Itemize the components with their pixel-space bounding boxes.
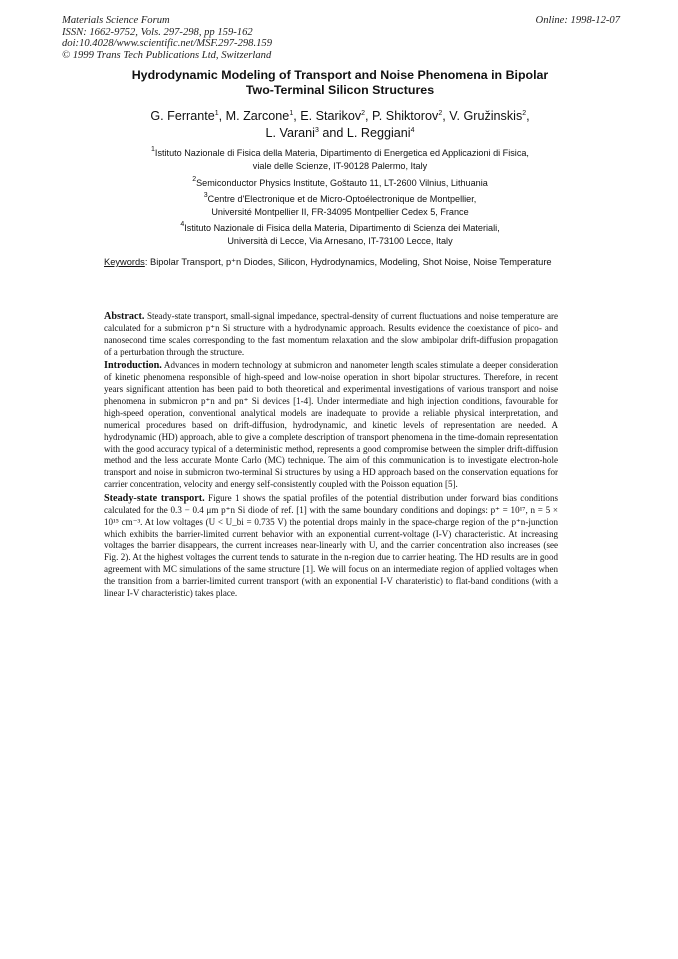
- abstract-text: Steady-state transport, small-signal impedance, spectral-density of current fluctuations and noise temperature are calculated for a submicron p⁺n Si structure with a hydrodynamic approach. Results evidence the coexistance of pico- and nanosecond time scales corresponding to the fast momentum relaxation and the slow ambipolar drift-diffusion propagation of a perturbation through the structure.: [104, 311, 558, 357]
- affiliation-4: $^4$Istituto Nazionale di Fisica della Materia, Dipartimento di Scienza dei Materiali, Università di Lecce, Via Arnesano, IT-73100 Lecce, Italy: [180, 221, 500, 246]
- introduction-heading: Introduction.: [104, 360, 162, 372]
- author-line-2: L. Varani$^3$ and L. Reggiani$^4$: [265, 126, 415, 140]
- title-line-2: Two-Terminal Silicon Structures: [245, 82, 435, 97]
- author: P. Shiktorov$^2$: [372, 109, 443, 123]
- author: G. Ferrante$^1$: [150, 109, 219, 123]
- author-line-1: G. Ferrante$^1$, M. Zarcone$^1$, E. Starikov$^2$, P. Shiktorov$^2$, V. Gružinskis$^2$,: [150, 109, 530, 123]
- steady-state-paragraph: [104, 493, 558, 600]
- journal-name: Materials Science Forum: [62, 15, 170, 26]
- paper-body: [104, 311, 558, 602]
- author: L. Reggiani$^4$: [346, 126, 415, 140]
- online-date: Online: 1998-12-07: [535, 15, 620, 26]
- abstract-paragraph: [104, 311, 558, 359]
- author: L. Varani$^3$: [265, 126, 319, 140]
- keywords-label: Keywords: [104, 257, 145, 267]
- title-line-1: Hydrodynamic Modeling of Transport and Noise Phenomena in Bipolar: [131, 68, 549, 82]
- doi-line[interactable]: doi:10.4028/www.scientific.net/MSF.297-298.159: [62, 38, 272, 49]
- author: V. Gružinskis$^2$: [449, 109, 527, 123]
- journal-header: [62, 15, 272, 61]
- steady-state-text: Figure 1 shows the spatial profiles of the potential distribution under forward bias conditions calculated for the 0.3 − 0.4 μm p⁺n Si diode of ref. [1] with the same boundary conditions and dopings: p⁺ = 10¹⁷, n = 5 × 10¹⁵ cm⁻³. At low voltages (U < U_bi = 0.735 V) the potential drops mainly in the space-charge region of the p⁺n-junction which exhibits the barrier-limited current behavior with an exponential current-voltage (I-V) characteristic. At increasing voltages the barrier disappears, the current increases near-linearly with U, and the carrier concentration also increases (see Fig. 2). At the highest voltages the current tends to saturate in the n-region due to carrier heating. The HD results are in good agreement with MC simulations of the same structure [1]. We will focus on an intermediate region of applied voltages when the transition from a barrier-limited current transport (with an exponential I-V charateristic) to flat-band conditions (with a linear I-V characteristic) takes place.: [104, 492, 558, 599]
- copyright-line: © 1999 Trans Tech Publications Ltd, Switzerland: [62, 49, 272, 61]
- author: M. Zarcone$^1$: [225, 109, 294, 123]
- affiliation-1: $^1$Istituto Nazionale di Fisica della Materia, Dipartimento di Energetica ed Applicazioni di Fisica, viale delle Scienze, IT-90128 Palermo, Italy: [151, 146, 529, 171]
- issn-line: ISSN: 1662-9752, Vols. 297-298, pp 159-162: [62, 26, 253, 38]
- affiliation-2: $^2$Semiconductor Physics Institute, Goštauto 11, LT-2600 Vilnius, Lithuania: [192, 176, 488, 188]
- affiliation-3: $^3$Centre d'Electronique et de Micro-Optoélectronique de Montpellier, Université Montpellier II, FR-34095 Montpellier Cedex 5, France: [203, 192, 477, 217]
- author-list: [60, 108, 620, 142]
- author: E. Starikov$^2$: [300, 109, 366, 123]
- keywords-text: Bipolar Transport, p⁺n Diodes, Silicon, Hydrodynamics, Modeling, Shot Noise, Noise Temperature: [150, 257, 552, 267]
- introduction-text: Advances in modern technology at submicron and nanometer length scales stimulate a deeper consideration of kinetic phenomena responsible of high-speed and low-noise operation in short bipolar structures. Therefore, in recent years significant attention has been paid to both theoretical and experimental investigations of various transport and noise phenomena in submicron p⁺n and pn⁺ Si devices [1-4]. Under intermediate and high injection conditions, favourable for high-speed operation, conventional analytical models are inadequate to provide a reliable physical interpretation, and numerical procedures based on drift-diffusion, hydrodynamic, and kinetic levels of representation are needed. A hydrodynamic (HD) approach, able to give a complete description of transport phenomena in the time-domain representation with the good accuracy typical of a deterministic method, represents a good compromise between the simpler drift-diffusion method and the less accurate Monte Carlo (MC) technique. The aim of this communication is to investigate electron-hole transport and noise in submicron two-terminal Si structures by using a HD approach based on the conservation equations for carrier concentration, velocity and energy self-consistently coupled with the Poisson equation [5].: [104, 360, 559, 490]
- paper-title: [60, 68, 620, 97]
- abstract-heading: Abstract.: [104, 311, 145, 322]
- introduction-paragraph: [104, 360, 558, 491]
- keywords: Keywords: Bipolar Transport, p⁺n Diodes, Silicon, Hydrodynamics, Modeling, Shot Noise, Noise Temperature: [104, 257, 552, 267]
- steady-state-heading: Steady-state transport.: [104, 492, 205, 504]
